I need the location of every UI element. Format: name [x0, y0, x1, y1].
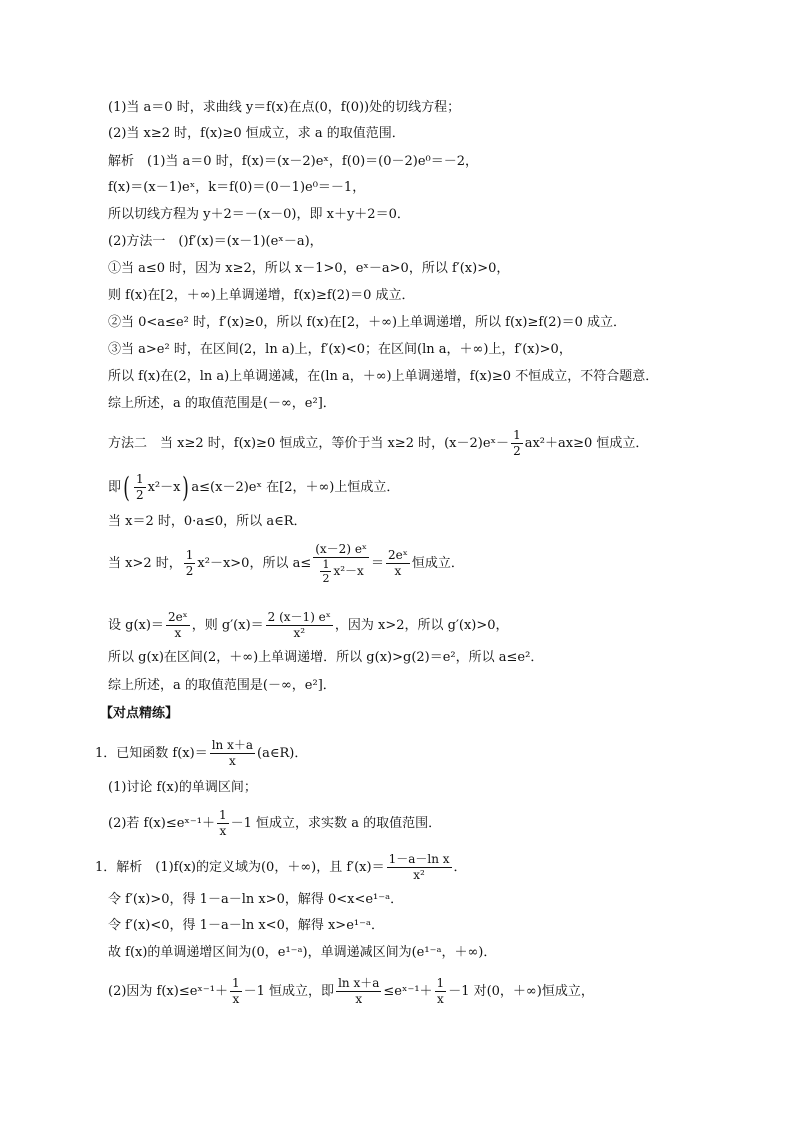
solution-line: f(x)＝(x－1)eˣ，k＝f(0)＝(0－1)e⁰＝－1， — [108, 180, 366, 195]
numerator: 1 — [513, 428, 521, 442]
equivalent-inequality-line — [108, 472, 399, 503]
solution-line: 解析 (1)当 a＝0 时，f(x)＝(x－2)eˣ，f(0)＝(0－2)e⁰＝－2， — [108, 154, 479, 169]
case-line — [108, 542, 464, 585]
conclusion-line: 所以 g(x)在区间(2，＋∞)上单调递增．所以 g(x)>g(2)＝e²，所以 a≤e²． — [108, 650, 544, 665]
conclusion-line: 综上所述，a 的取值范围是(－∞，e²]． — [108, 678, 336, 693]
numerator: 1－a－ln x — [388, 852, 450, 866]
numerator: 1 — [135, 472, 144, 486]
text-run: (2)因为 f(x)≤eˣ⁻¹＋ — [108, 984, 229, 999]
numerator: 1 — [185, 548, 194, 562]
denominator: x — [232, 992, 240, 1006]
numerator: 1 — [232, 976, 240, 990]
fraction — [217, 808, 229, 839]
answer-line — [95, 852, 467, 883]
solution-line: (2)方法一 ()f′(x)＝(x－1)(eˣ－a)， — [108, 234, 323, 249]
solution-line: 所以切线方程为 y＋2＝－(x－0)，即 x＋y＋2＝0． — [108, 207, 410, 222]
denominator — [313, 558, 369, 585]
text-run: (a∈R)． — [257, 746, 308, 761]
denominator: 2 — [135, 488, 144, 502]
section-heading: 【对点精练】 — [100, 706, 179, 721]
fraction — [210, 738, 255, 769]
text-run: 设 g(x)＝ — [108, 618, 164, 633]
denominator: x — [228, 754, 236, 768]
fraction — [511, 428, 523, 459]
text-run: 1．已知函数 f(x)＝ — [95, 746, 208, 761]
denominator: x — [355, 992, 363, 1006]
text-run: 1．解析 (1)f(x)的定义域为(0，＋∞)，且 f′(x)＝ — [95, 860, 385, 875]
fraction — [166, 610, 190, 641]
text-run: ． — [453, 860, 467, 875]
question-part-2: (2)当 x≥2 时，f(x)≥0 恒成立，求 a 的取值范围． — [108, 126, 405, 141]
text-run: 即 — [108, 480, 122, 495]
answer-line: 令 f′(x)<0，得 1－a－ln x<0，解得 x>e¹⁻ᵃ． — [108, 918, 384, 933]
answer-line: 故 f(x)的单调递增区间为(0，e¹⁻ᵃ)，单调递减区间为(e¹⁻ᵃ，＋∞)． — [108, 945, 497, 960]
fraction — [387, 852, 452, 883]
denominator: 2 — [185, 564, 194, 578]
case-line: 当 x＝2 时，0·a≤0，所以 a∈R． — [108, 514, 307, 529]
numerator: 2 (x－1) eˣ — [267, 610, 331, 624]
solution-line: 则 f(x)在[2，＋∞)上单调递增，f(x)≥f(2)＝0 成立． — [108, 288, 415, 303]
problem-statement — [95, 738, 307, 769]
right-paren-glyph: ) — [182, 470, 190, 504]
fraction — [184, 548, 196, 579]
text-run: 恒成立． — [411, 556, 464, 571]
answer-line: 令 f′(x)>0，得 1－a－ln x>0，解得 0<x<e¹⁻ᵃ． — [108, 892, 404, 907]
fraction — [134, 472, 146, 503]
denominator: x — [436, 992, 444, 1006]
fraction — [336, 976, 381, 1007]
fraction — [230, 976, 242, 1007]
fraction — [266, 610, 333, 641]
denominator: 2 — [513, 444, 521, 458]
method-two-line — [108, 428, 648, 459]
denominator: x² — [293, 626, 306, 640]
text-run: ＝ — [371, 556, 385, 571]
text-run: x²－x — [147, 480, 181, 495]
problem-part-2 — [108, 808, 441, 839]
text-run: 方法二 当 x≥2 时，f(x)≥0 恒成立，等价于当 x≥2 时，(x－2)eˣ－ — [108, 436, 510, 451]
solution-line: ①当 a≤0 时，因为 x≥2，所以 x－1>0，eˣ－a>0，所以 f′(x)>0， — [108, 261, 510, 276]
text-run: x²－x — [333, 564, 364, 578]
text-run: ，因为 x>2，所以 g′(x)>0， — [334, 618, 509, 633]
text-run: (2)若 f(x)≤eˣ⁻¹＋ — [108, 816, 216, 831]
denominator: x² — [413, 868, 425, 882]
problem-part-1: (1)讨论 f(x)的单调区间； — [108, 780, 257, 795]
text-run: ，则 g′(x)＝ — [191, 618, 264, 633]
text-run: －1 恒成立，求实数 a 的取值范围． — [230, 816, 442, 831]
numerator: 1 — [219, 808, 227, 822]
numerator: 1 — [436, 976, 445, 990]
denominator: 2 — [322, 572, 330, 585]
fraction — [320, 558, 331, 585]
left-paren-glyph: ( — [123, 470, 130, 504]
solution-line: 综上所述，a 的取值范围是(－∞，e²]． — [108, 396, 336, 411]
text-run: a≤(x－2)eˣ 在[2，＋∞)上恒成立． — [191, 480, 400, 495]
answer-line — [108, 976, 594, 1007]
denominator: x — [394, 564, 402, 578]
compound-fraction — [313, 542, 369, 585]
text-run: ax²＋ax≥0 恒成立． — [524, 436, 649, 451]
denominator: x — [174, 626, 182, 640]
solution-line: ③当 a>e² 时，在区间(2，ln a)上，f′(x)<0；在区间(ln a，＋∞)上，f′(x)>0， — [108, 342, 572, 357]
text-run: 当 x>2 时， — [108, 556, 182, 571]
solution-line: ②当 0<a≤e² 时，f′(x)≥0，所以 f(x)在[2，＋∞)上单调递增，所以 f(x)≥f(2)＝0 成立． — [108, 315, 626, 330]
numerator: (x－2) eˣ — [315, 542, 368, 556]
fraction — [435, 976, 447, 1007]
fraction — [386, 548, 410, 579]
text-run: －1 对(0，＋∞)恒成立， — [448, 984, 594, 999]
numerator: ln x＋a — [211, 738, 254, 752]
numerator: 2eˣ — [167, 610, 188, 624]
text-run: －1 恒成立，即 — [243, 984, 335, 999]
denominator: x — [219, 824, 227, 838]
question-part-1: (1)当 a＝0 时，求曲线 y＝f(x)在点(0，f(0))处的切线方程； — [108, 100, 461, 115]
numerator: 1 — [322, 558, 330, 571]
text-run: x²－x>0，所以 a≤ — [197, 556, 312, 571]
numerator: ln x＋a — [338, 976, 380, 990]
numerator: 2eˣ — [388, 548, 408, 562]
solution-line: 所以 f(x)在(2，ln a)上单调递减，在(ln a，＋∞)上单调递增，f(x)≥0 不恒成立，不符合题意． — [108, 369, 659, 384]
define-g-line — [108, 610, 509, 641]
text-run: ≤eˣ⁻¹＋ — [383, 984, 433, 999]
